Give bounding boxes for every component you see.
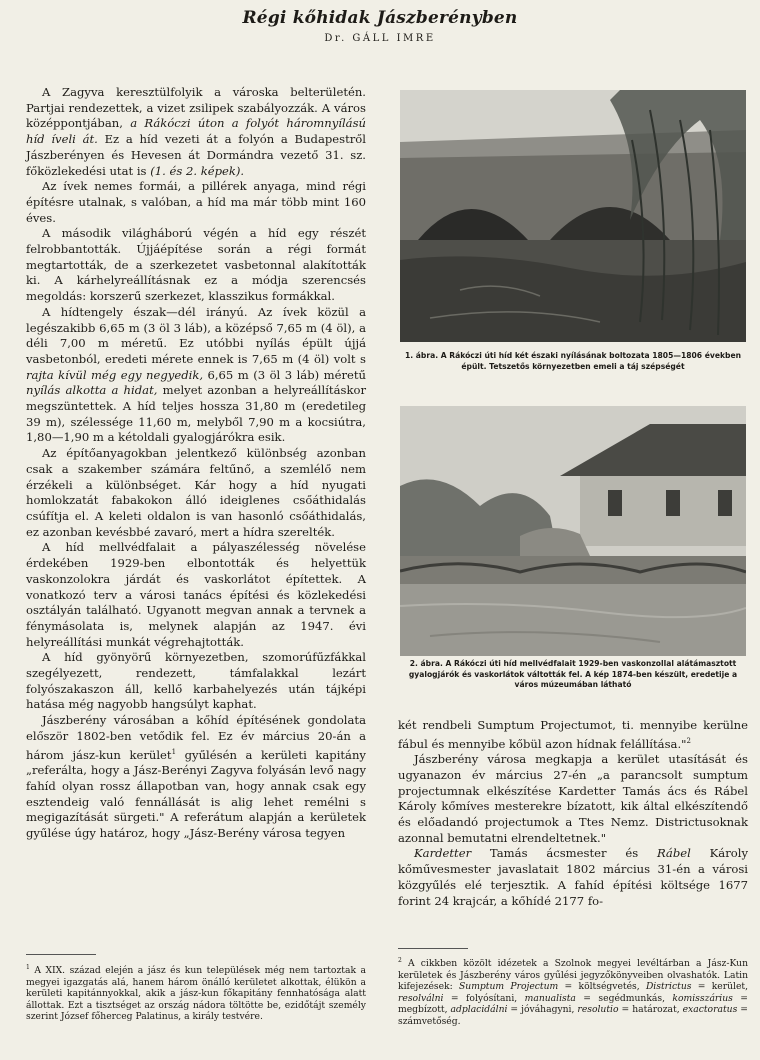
article-author: Dr. GÁLL IMRE bbox=[324, 33, 436, 44]
paragraph: Jászberény városában a kőhíd építésének gondolata először 1802-ben vetődik fel. Ez év március 20-án a három jász-kun kerület$^1$ gyűlésén a kerületi kapitány „referálta, hogy a Jász-Berényi Zagyva folyásán levő nagy fahíd olyan rossz állapotban van, hogy annak csak egy esztendeig való fennállását is alig lehet remélni s megigazítását sürgeti." A referátum alapján a kerületek gyűlése úgy határoz, hogy „Jász-Berény városa tegyen bbox=[26, 713, 366, 840]
footnote-mark: 2 bbox=[398, 957, 402, 964]
paragraph: Az ívek nemes formái, a pillérek anyaga, mind régi építésre utalnak, s valóban, a híd ma már több mint 160 éves. bbox=[26, 179, 366, 225]
right-column bbox=[398, 718, 748, 909]
paragraph: Jászberény városa megkapja a kerület utasítását és ugyanazon év március 27-én „a parancsolt sumptum projectumnak elkészítése Kardetter Tamás ács és Rábel Károly kőmíves mesterekre bízatott, kik által elkészítendő és előadandó projectumok a Ttes Nemz. Districtusoknak azonnal bemutatni elrendeltetnek." bbox=[398, 752, 748, 845]
footnote-2: $^2$ A cikkben közölt idézetek a Szolnok megyei levéltárban a Jász-Kun kerületek és Jászberény város gyűlési jegyzőkönyveiben olvashatók. Latin kifejezések: Sumptum Projectum = költségvetés, Districtus = kerület, resolválni = folyósítani, manualista = segédmunkás, komisszárius = megbízott, adplacidálni = jóváhagyni, resolutio = határozat, exactoratus = számvetőség. bbox=[398, 957, 749, 1028]
figure-1-caption: 1. ábra. A Rákóczi úti híd két északi nyílásának boltozata 1805—1806 években épült. Tetszetős környezetben emeli a táj szépségét bbox=[404, 351, 742, 371]
figure-2-photo bbox=[400, 406, 746, 656]
paragraph: Kardetter Tamás ácsmester és Rábel Károly kőművesmester javaslatait 1802 március 31-én a városi közgyűlés elé terjesztik. A fahíd építési költsége 1677 forint 24 krajcár, a kőhídé 2177 fo- bbox=[398, 846, 748, 908]
paragraph: A híd mellvédfalait a pályaszélesség növelése érdekében 1929-ben elbontották és helyettük vaskonzolokra járdát és vaskorlátot építettek. A vonatkozó terv a városi tanács építési és közlekedési osztályán található. Ugyanott megvan annak a tervnek a fénymásolata is, melynek alapján az 1947. évi helyreállítási munkát végrehajtották. bbox=[26, 540, 366, 649]
figure-1-photo bbox=[400, 90, 746, 342]
footnote-mark: 1 bbox=[26, 964, 30, 971]
footnote-divider bbox=[26, 954, 96, 955]
photo-bridge-arches-icon bbox=[400, 90, 746, 342]
footnote-ref: 1 bbox=[171, 747, 177, 756]
paragraph: A hídtengely észak—dél irányú. Az ívek közül a legészakibb 6,65 m (3 öl 3 láb), a középső 7,65 m (4 öl), a déli 7,00 m méretű. Ez utóbbi nyílás épült újjá vasbetonból, eredeti mérete ennek is 7,65 m (4 öl) volt s rajta kívül még egy negyedik, 6,65 m (3 öl 3 láb) méretű nyílás alkotta a hidat, melyet azonban a helyreállításkor megszüntettek. A híd teljes hossza 31,80 m (eredetileg 39 m), szélessége 11,60 m, melyből 7,90 m a kocsiútra, 1,80—1,90 m a kétoldali gyalogjárókra esik. bbox=[26, 304, 366, 445]
left-column bbox=[26, 85, 366, 842]
article-title: Régi kőhidak Jászberényben bbox=[242, 8, 518, 28]
paragraph: A híd gyönyörű környezetben, szomorúfűzfákkal szegélyezett, rendezett, támfalakkal lezárt folyószakaszon áll, kellő karbahelyezés után tájképi hatása még nagyobb hangsúlyt kaphat. bbox=[26, 650, 366, 712]
footnote-divider bbox=[398, 948, 468, 949]
paragraph: két rendbeli Sumptum Projectumot, ti. mennyibe kerülne fábul és mennyibe kőbül azon hídnak felállítása."$^2$ bbox=[398, 718, 748, 751]
footnote-ref: 2 bbox=[686, 736, 691, 745]
paragraph: Az építőanyagokban jelentkező különbség azonban csak a szakember számára feltűnő, a szemlélő nem érzékeli a különbséget. Kár hogy a híd nyugati homlokzatát fabakokon álló ideiglenes csőáthidalás csúfítja el. A keleti oldalon is van hasonló csőáthidalás, ez azonban kevésbbé zavaró, mert a hídra szerelték. bbox=[26, 446, 366, 539]
photo-bridge-with-church-icon bbox=[400, 406, 746, 656]
paragraph: A második világháború végén a híd egy részét felrobbantották. Újjáépítése során a régi formát megtartották, de a szerkezetet vasbetonnal alakították ki. A kárhelyreállításnak ez a módja szerencsés megoldás: korszerű szerkezet, klasszikus formákkal. bbox=[26, 226, 366, 304]
figure-2-caption: 2. ábra. A Rákóczi úti híd mellvédfalait 1929-ben vaskonzollal alátámasztott gyalogjárók és vaskorlátok váltották fel. A kép 1874-ben készült, eredetije a város múzeumában látható bbox=[408, 659, 738, 690]
paragraph: A Zagyva keresztülfolyik a városka belterületén. Partjai rendezettek, a vizet zsilipek szabályozzák. A város középpontjában, a Rákóczi úton a folyót háromnyílású híd íveli át. Ez a híd vezeti át a folyón a Budapestről Jászberényen és Hevesen át Dormándra vezető 31. sz. főközlekedési utat is (1. és 2. képek). bbox=[26, 85, 367, 178]
footnote-1: $^1$ A XIX. század elején a jász és kun települések még nem tartoztak a megyei igazgatás alá, hanem három önálló kerületet alkottak, élükön a kerületi kapitánnyokkal, akik a jász-kun főkapitány fennhatósága alatt állottak. Ezt a tisztséget az ország nádora töltötte be, ezidőtájt személy szerint József főherceg Palatinus, a király testvére. bbox=[26, 964, 366, 1023]
